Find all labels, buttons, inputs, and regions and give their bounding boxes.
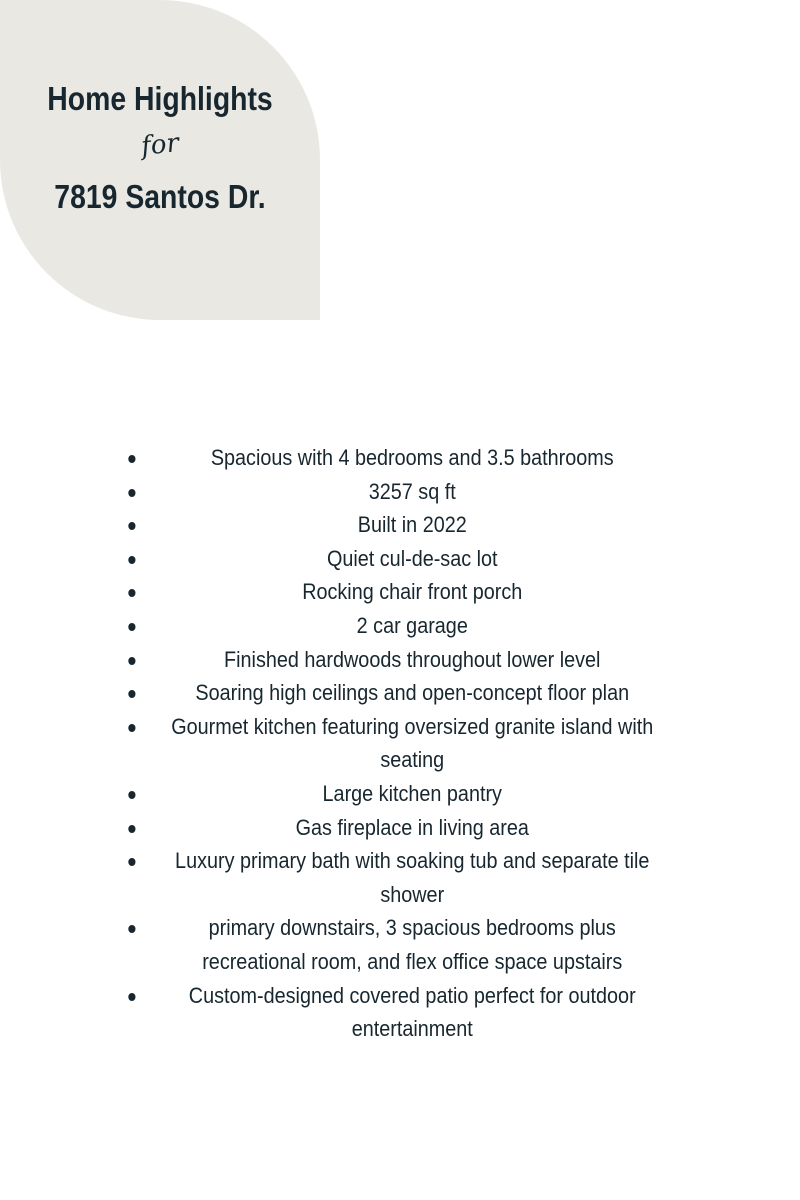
- list-item: [41, 643, 761, 677]
- highlight-text: Finished hardwoods throughout lower level: [224, 646, 601, 672]
- bullet-icon: [128, 724, 135, 732]
- list-item: [41, 542, 761, 576]
- bullet-icon: [128, 489, 135, 497]
- highlight-text: Large kitchen pantry: [322, 780, 502, 806]
- highlight-text: Luxury primary bath with soaking tub and separate tile shower: [175, 848, 650, 907]
- property-address: 7819 Santos Dr.: [54, 178, 266, 215]
- page-title: Home Highlights: [47, 80, 273, 117]
- bullet-icon: [128, 925, 135, 933]
- bullet-icon: [128, 589, 135, 597]
- bullet-icon: [128, 556, 135, 564]
- bullet-icon: [128, 657, 135, 665]
- bullet-icon: [128, 858, 135, 866]
- list-item: [41, 777, 761, 811]
- highlight-text: Spacious with 4 bedrooms and 3.5 bathrooms: [210, 445, 614, 470]
- list-item: [41, 811, 761, 845]
- highlight-text: Built in 2022: [357, 512, 467, 538]
- list-item: [41, 979, 761, 1046]
- bullet-icon: [128, 791, 135, 799]
- highlight-text: 2 car garage: [356, 612, 468, 638]
- highlight-text: Quiet cul-de-sac lot: [326, 545, 498, 571]
- highlight-text: Custom-designed covered patio perfect for outdoor entertainment: [188, 982, 636, 1042]
- highlight-text: 3257 sq ft: [368, 478, 456, 504]
- highlight-text: Soaring high ceilings and open-concept floor plan: [195, 680, 630, 706]
- list-item: [41, 475, 761, 509]
- bullet-icon: [128, 825, 135, 833]
- highlights-list: [0, 441, 800, 1046]
- title-connector: for: [139, 128, 181, 162]
- highlight-text: Gas fireplace in living area: [295, 814, 529, 840]
- list-item: [41, 609, 761, 643]
- highlight-text: primary downstairs, 3 spacious bedrooms plus recreational room, and flex office space upstairs: [202, 915, 623, 974]
- list-item: [41, 676, 761, 710]
- bullet-icon: [128, 522, 135, 530]
- highlight-text: Rocking chair front porch: [302, 579, 523, 605]
- list-item: [41, 844, 761, 911]
- highlight-text: Gourmet kitchen featuring oversized granite island with seating: [171, 713, 654, 773]
- bullet-icon: [128, 623, 135, 631]
- list-item: [41, 710, 761, 777]
- list-item: [41, 575, 761, 609]
- list-item: [41, 911, 761, 978]
- bullet-icon: [128, 993, 135, 1001]
- list-item: [41, 441, 761, 475]
- bullet-icon: [128, 690, 135, 698]
- list-item: [41, 508, 761, 542]
- bullet-icon: [128, 455, 135, 463]
